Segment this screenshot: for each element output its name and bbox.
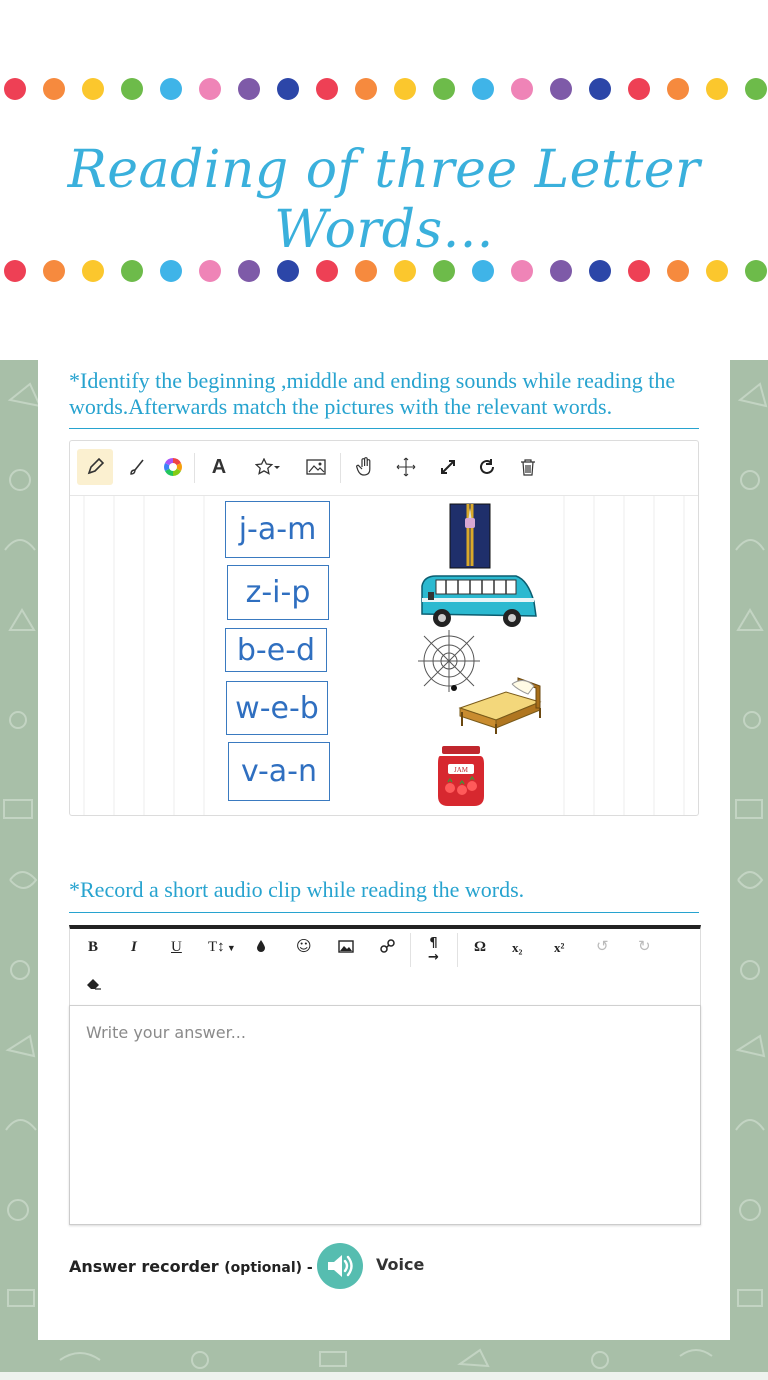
text-icon[interactable]: A — [211, 455, 227, 478]
decorative-dot — [589, 78, 611, 100]
toolbar-separator — [340, 453, 341, 483]
undo-icon[interactable]: ↺ — [596, 937, 609, 955]
trash-icon[interactable] — [510, 449, 546, 485]
decorative-dot — [199, 260, 221, 282]
underline-button[interactable]: U — [171, 939, 182, 955]
decorative-dot — [628, 260, 650, 282]
superscript-button[interactable]: x² — [554, 940, 565, 955]
text-color-icon[interactable] — [256, 939, 266, 958]
decorative-dot — [121, 260, 143, 282]
decorative-dot — [4, 78, 26, 100]
color-wheel-icon[interactable] — [155, 449, 191, 485]
decorative-dot — [277, 78, 299, 100]
worksheet-header — [0, 0, 768, 360]
question-2-divider — [69, 912, 699, 913]
decorative-dot — [316, 78, 338, 100]
insert-image-icon[interactable] — [338, 940, 354, 958]
rich-text-toolbar — [69, 925, 701, 1009]
bed-picture[interactable] — [456, 668, 544, 734]
decorative-dot — [745, 78, 767, 100]
word-card-web[interactable]: w-e-b — [226, 681, 328, 735]
pencil-icon[interactable] — [77, 449, 113, 485]
decorative-dot — [238, 78, 260, 100]
decorative-dot — [511, 78, 533, 100]
decorative-dot — [160, 260, 182, 282]
decorative-dot — [355, 78, 377, 100]
canvas-guide-lines — [70, 496, 698, 815]
drawing-toolbar — [70, 441, 698, 496]
question-1-text: *Identify the beginning ,middle and ending sounds while reading the words.Afterwards match the pictures with the relevant words. — [69, 368, 676, 419]
drawing-area[interactable] — [70, 496, 698, 815]
van-picture[interactable] — [416, 572, 540, 632]
decorative-dot — [394, 260, 416, 282]
decorative-dot — [82, 260, 104, 282]
answer-editor[interactable] — [69, 1005, 701, 1225]
decorative-dot — [199, 78, 221, 100]
decorative-dot — [355, 260, 377, 282]
word-card-zip[interactable]: z-i-p — [227, 565, 329, 620]
emoji-icon[interactable]: ☺ — [296, 937, 312, 955]
decorative-dot — [472, 78, 494, 100]
decorative-dot — [472, 260, 494, 282]
recorder-optional-label: (optional) - — [224, 1260, 313, 1276]
drawing-canvas[interactable] — [69, 440, 699, 816]
decorative-dot — [4, 260, 26, 282]
paragraph-direction-icon[interactable]: ¶ → — [428, 936, 439, 965]
hand-icon[interactable] — [347, 449, 383, 485]
decorative-dot — [82, 78, 104, 100]
record-voice-button[interactable] — [317, 1243, 363, 1289]
brush-icon[interactable] — [119, 449, 155, 485]
link-icon[interactable] — [380, 939, 395, 959]
voice-label: Voice — [376, 1255, 425, 1274]
star-icon[interactable] — [246, 449, 290, 485]
word-card-bed[interactable]: b-e-d — [225, 628, 327, 672]
decorative-dot — [628, 78, 650, 100]
caret-down-icon: ▼ — [224, 943, 236, 953]
speaker-icon — [317, 1243, 363, 1289]
decorative-dot — [277, 260, 299, 282]
decorative-dot — [550, 78, 572, 100]
word-card-jam[interactable]: j-a-m — [225, 501, 330, 558]
decorative-dot — [706, 260, 728, 282]
page-bottom-bar — [0, 1372, 768, 1380]
recorder-label — [69, 1257, 313, 1276]
decorative-dot — [433, 260, 455, 282]
dot-row-bottom — [0, 260, 768, 284]
decorative-dot — [589, 260, 611, 282]
jam-label-text: JAM — [453, 766, 469, 774]
decorative-dot — [433, 78, 455, 100]
image-icon[interactable] — [298, 449, 334, 485]
toolbar-separator — [194, 453, 195, 483]
italic-button[interactable]: I — [131, 939, 137, 955]
decorative-dot — [238, 260, 260, 282]
decorative-dot — [121, 78, 143, 100]
redo-icon[interactable]: ↻ — [638, 937, 651, 955]
clear-format-icon[interactable] — [86, 978, 102, 995]
subscript-button[interactable]: x₂ — [512, 940, 523, 955]
page-title: Reading of three Letter Words... — [67, 140, 701, 260]
decorative-dot — [394, 78, 416, 100]
decorative-dot — [511, 260, 533, 282]
zipper-picture[interactable] — [448, 502, 492, 570]
decorative-dot — [316, 260, 338, 282]
text-size-button[interactable] — [208, 939, 236, 956]
question-1-divider — [69, 428, 699, 429]
redo-icon[interactable] — [469, 449, 505, 485]
decorative-dot — [43, 78, 65, 100]
expand-icon[interactable] — [430, 449, 466, 485]
decorative-dot — [667, 260, 689, 282]
recorder-label-main: Answer recorder — [69, 1257, 219, 1276]
move-icon[interactable] — [388, 449, 424, 485]
answer-recorder — [69, 1243, 699, 1293]
toolbar-separator — [457, 933, 458, 967]
decorative-dot — [745, 260, 767, 282]
decorative-dot — [706, 78, 728, 100]
answer-placeholder: Write your answer... — [86, 1023, 246, 1042]
decorative-dot — [550, 260, 572, 282]
decorative-dot — [667, 78, 689, 100]
decorative-dot — [160, 78, 182, 100]
word-card-van[interactable]: v-a-n — [228, 742, 330, 801]
jam-jar-picture[interactable] — [434, 744, 490, 808]
worksheet-card — [38, 360, 730, 1340]
special-character-button[interactable]: Ω — [474, 939, 487, 955]
decorative-dot — [43, 260, 65, 282]
dot-row-top — [0, 78, 768, 102]
bold-button[interactable]: B — [88, 939, 99, 955]
question-2-text: *Record a short audio clip while reading the words. — [69, 877, 525, 902]
toolbar-separator — [410, 933, 411, 967]
text-size-label: T↕ — [208, 939, 225, 955]
